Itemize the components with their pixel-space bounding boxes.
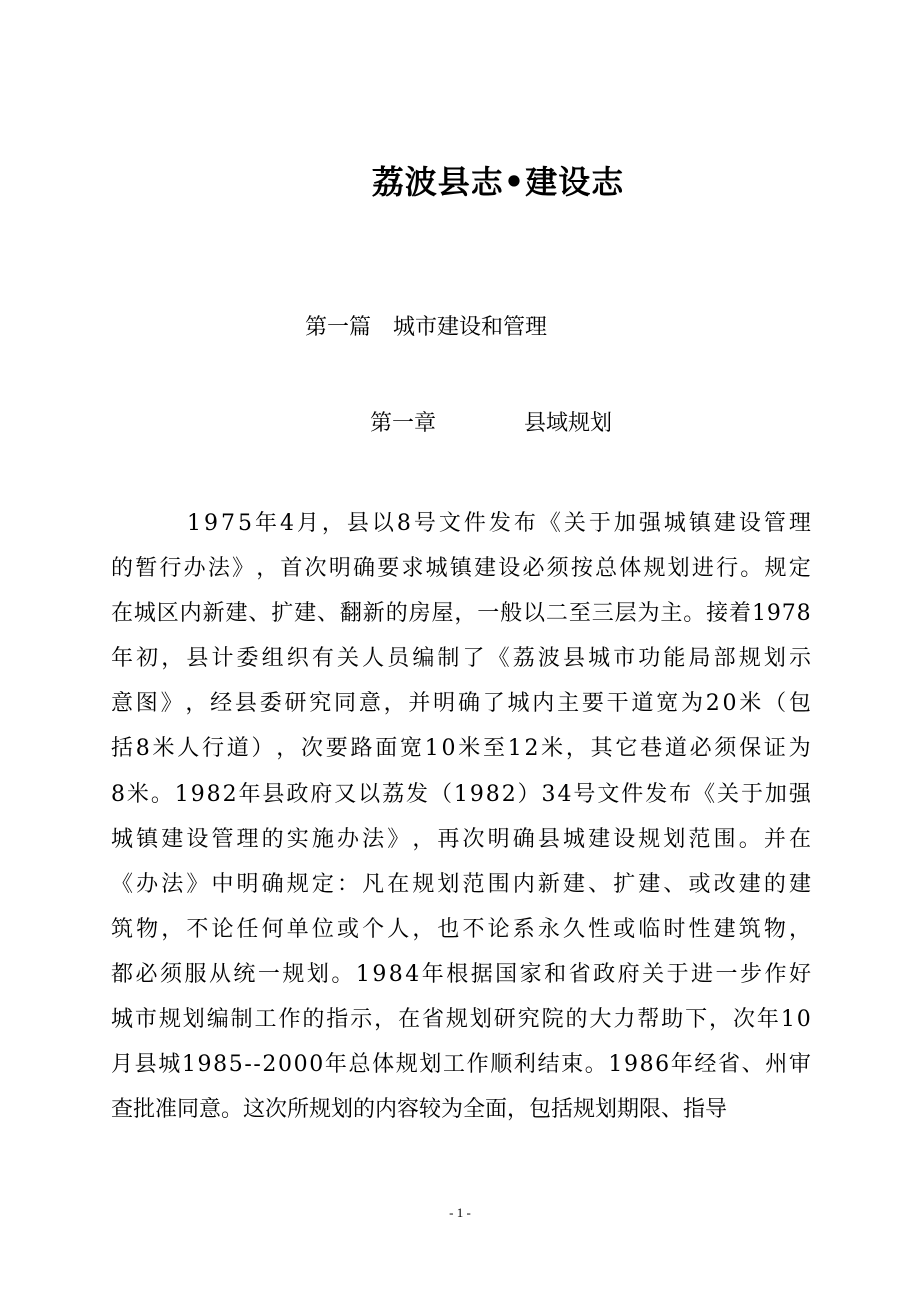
text-line: 8 米 。 1 9 8 2 年 县 政 府 又 以 荔 发 （ 1 9 8 2 ） 3 4 号 文 件 发 布 《 关 于 加 强	[111, 781, 811, 807]
text-line: 城 镇 建 设 管 理 的 实 施 办 法 》 ， 再 次 明 确 县 城 建 设 规 划 范 围 。 并 在	[111, 826, 811, 852]
page-number: - 1 -	[449, 1205, 471, 1220]
text-line: 查批准同意。这次所规划的内容较为全面，包括规划期限、指导	[111, 1097, 728, 1123]
text-line: 筑 物 ， 不 论 任 何 单 位 或 个 人 ， 也 不 论 系 永 久 性 或 临 时 性 建 筑 物 ，	[111, 916, 811, 942]
document-title: 荔波县志•建设志	[371, 163, 625, 201]
text-line: 意 图 》 ， 经 县 委 研 究 同 意 ， 并 明 确 了 城 内 主 要 干 道 宽 为 2 0 米 （ 包	[111, 691, 811, 717]
text-line: 月 县 城 1 9 8 5 - - 2 0 0 0 年 总 体 规 划 工 作 顺 利 结 束 。 1 9 8 6 年 经 省 、 州 审	[111, 1052, 811, 1078]
chapter-heading: 第一章 县域规划	[370, 411, 613, 436]
part-heading: 第一篇 城市建设和管理	[305, 315, 548, 340]
text-line: 都 必 须 服 从 统 一 规 划 。 1 9 8 4 年 根 据 国 家 和 省 政 府 关 于 进 一 步 作 好	[111, 961, 811, 987]
text-line: 括 8 米 人 行 道 ） ， 次 要 路 面 宽 1 0 米 至 1 2 米 ， 其 它 巷 道 必 须 保 证 为	[111, 736, 811, 762]
text-line: 年 初 ， 县 计 委 组 织 有 关 人 员 编 制 了 《 荔 波 县 城 市 功 能 局 部 规 划 示	[111, 646, 811, 672]
text-line: 《 办 法 》 中 明 确 规 定 ： 凡 在 规 划 范 围 内 新 建 、 扩 建 、 或 改 建 的 建	[111, 871, 811, 897]
text-line: 在 城 区 内 新 建 、 扩 建 、 翻 新 的 房 屋 ， 一 般 以 二 至 三 层 为 主 。 接 着 1 9 7 8	[111, 601, 811, 627]
text-line: 的 暂 行 办 法 》 ， 首 次 明 确 要 求 城 镇 建 设 必 须 按 总 体 规 划 进 行 。 规 定	[111, 556, 811, 582]
text-line: 城 市 规 划 编 制 工 作 的 指 示 ， 在 省 规 划 研 究 院 的 大 力 帮 助 下 ， 次 年 1 0	[111, 1007, 811, 1033]
text-line: 1 9 7 5 年 4 月 ， 县 以 8 号 文 件 发 布 《 关 于 加 强 城 镇 建 设 管 理	[187, 511, 811, 536]
body-paragraph	[111, 501, 811, 1132]
